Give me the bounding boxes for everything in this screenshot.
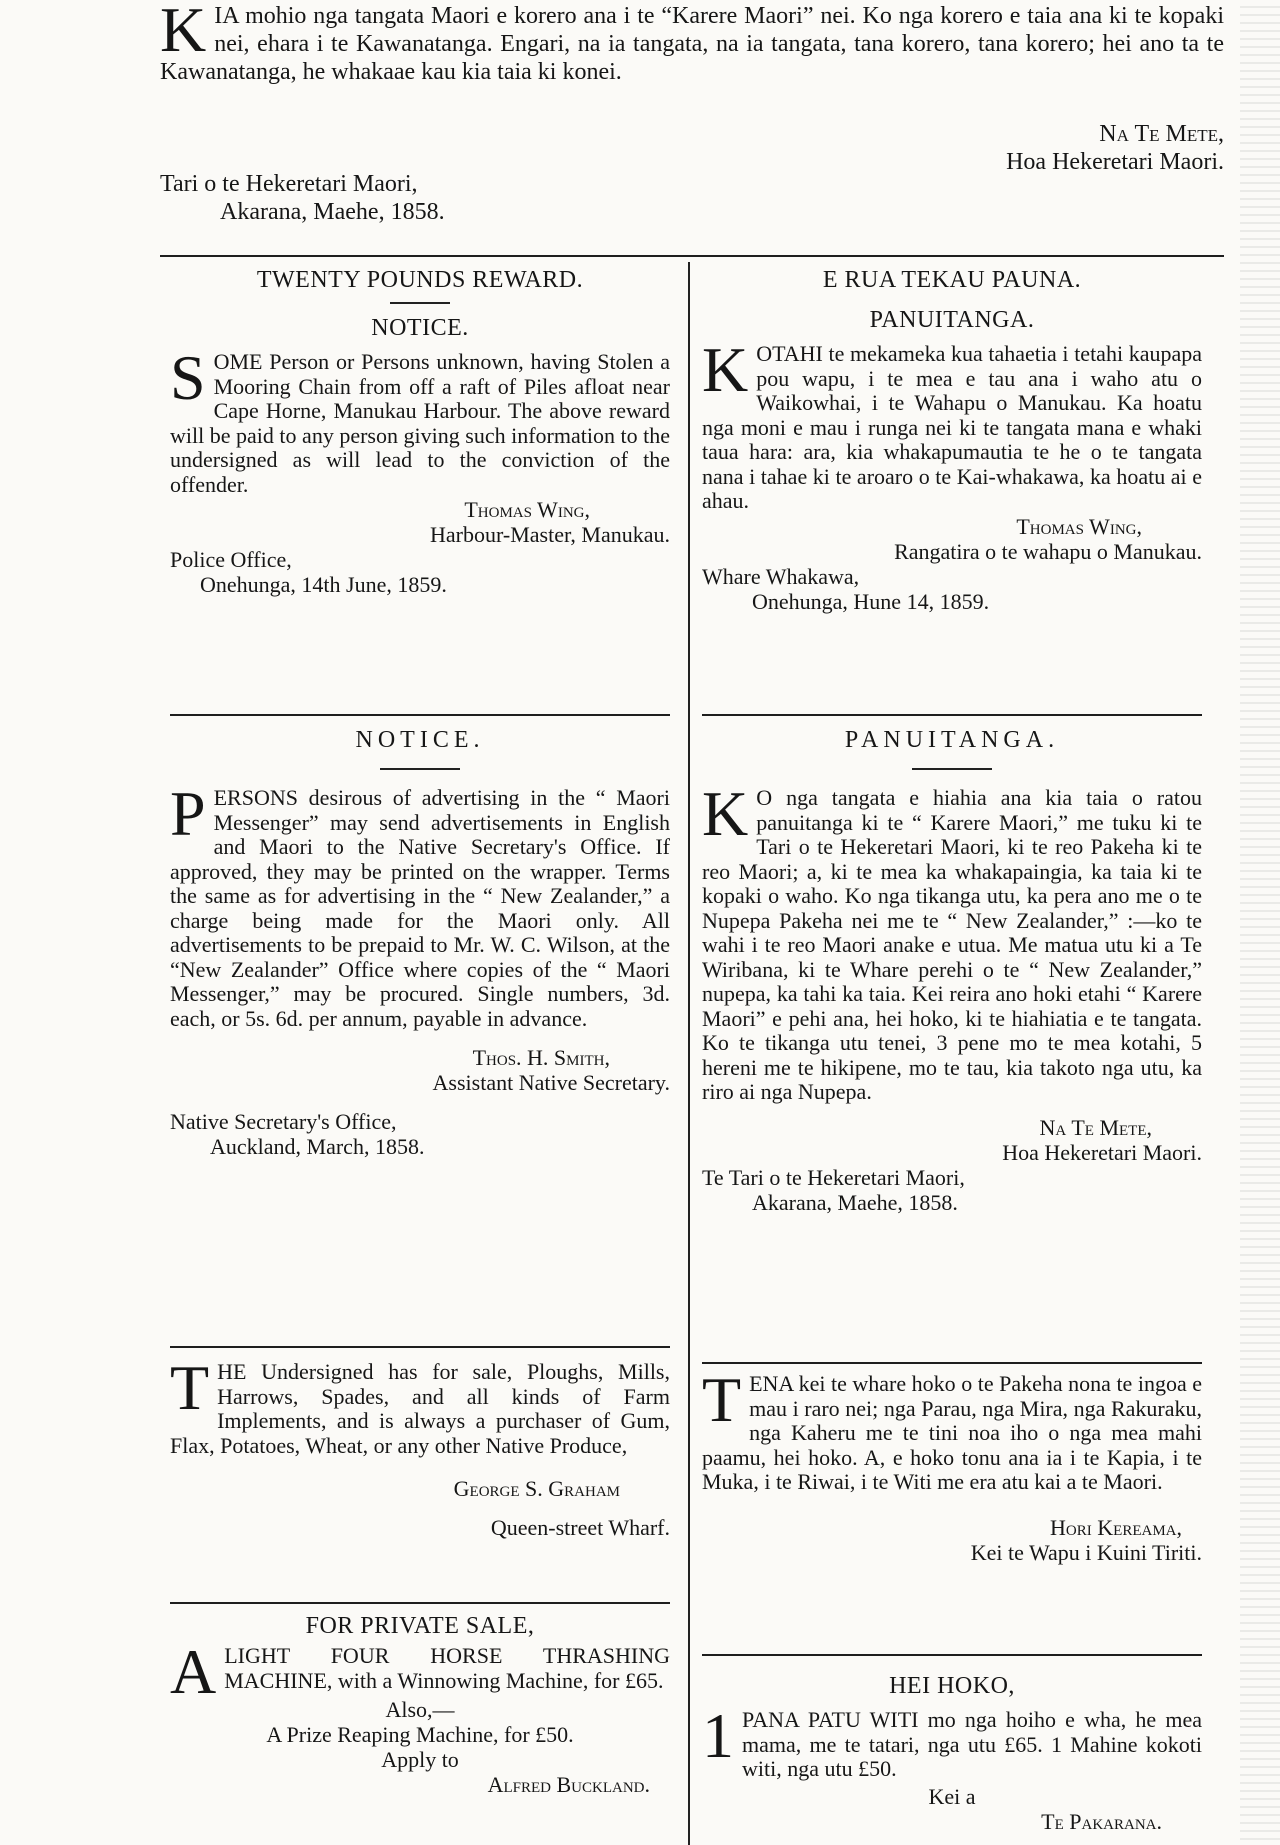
graham-body: HE Undersigned has for sale, Ploughs, Mills, Harrows, Spades, and all kinds of Farm Implements, and is always a purchaser of Gum, Flax, Potatoes, Wheat, or any other Native Produce,: [170, 1359, 670, 1458]
reward-signer-title: Harbour-Master, Manukau.: [430, 522, 670, 547]
reward-body: OME Person or Persons unknown, having Stolen a Mooring Chain from off a raft of Piles afloat near Cape Horne, Manukau Harbour. The above reward will be paid to any person giving such information to the undersigned as will lead to the conviction of the offender.: [170, 349, 670, 497]
top-notice: [160, 0, 1224, 225]
panuitanga-signer-title: Hoa Hekeretari Maori.: [1002, 1139, 1202, 1165]
right-column: [702, 266, 1202, 1845]
hei-hoko-kei-a: Kei a: [928, 1783, 976, 1809]
drop-cap: K: [702, 334, 749, 405]
newspaper-page: [160, 0, 1224, 1845]
section-divider: [702, 1654, 1202, 1656]
advertising-notice-maori: [702, 726, 1202, 1215]
drop-cap: P: [170, 778, 206, 849]
reward-notice-english: [170, 266, 670, 597]
top-notice-signature-name: Na Te Mete,: [1099, 121, 1224, 147]
panuitanga-heading: PANUITANGA.: [844, 727, 1060, 753]
private-sale-signer-name: Alfred Buckland.: [487, 1772, 650, 1797]
drop-cap: K: [702, 778, 749, 849]
panuitanga-signer-name: Na Te Mete,: [1039, 1114, 1152, 1140]
section-divider: [702, 1362, 1202, 1364]
for-sale-advertisement-maori: [702, 1672, 1202, 1834]
top-notice-address-line1: Tari o te Hekeretari Maori,: [160, 171, 418, 197]
reward-maori-body-text: [702, 334, 1202, 514]
panuitanga-place-line2: Akarana, Maehe, 1858.: [752, 1189, 958, 1215]
panuitanga-body: O nga tangata e hiahia ana kia taia o ratou panuitanga ki te “ Karere Maori,” me tuku ki te Tari o te Hekeretari Maori, ki te reo Pakeha ki te reo Maori; a, ki te mea ka whakapaingia, ka taia ki te kopaki o waho. Ko nga tikanga utu, ka pera ano me o te Nupepa Pakeha nei me te “ New Zealander,” :—ko te wahi i te reo Maori anake e utua. Me matua utu ki a Te Wiribana, ki te Whare perehi o te “ New Zealander,” nupepa, ka tahi ka taia. Kei reira ano hoki etahi “ Karere Maori” e pehi ana, hei hoko, ki te hiahiatia e te tangata. Ko te tikanga utu tenei, 3 pene mo te mea kotahi, 5 hereni me te hikipene, mo te tau, kia takoto nga utu, ka riro ai nga Nupepa.: [702, 785, 1202, 1104]
hei-hoko-signer-name: Te Pakarana.: [1041, 1808, 1162, 1834]
graham-body-text: [170, 1352, 670, 1458]
section-divider: [702, 714, 1202, 716]
reward-maori-signer-name: Thomas Wing,: [1016, 513, 1142, 539]
advertising-signer-name: Thos. H. Smith,: [472, 1045, 610, 1070]
reward-place-line1: Police Office,: [170, 547, 292, 572]
page-edge-texture: [1240, 0, 1280, 1845]
kereama-signer-place: Kei te Wapu i Kuini Tiriti.: [970, 1539, 1202, 1565]
hei-hoko-body: PANA PATU WITI mo nga hoiho e wha, he mea mama, me te tatari, nga utu £65. 1 Mahine kokoti witi, nga utu £50.: [742, 1707, 1202, 1781]
left-column: [170, 266, 670, 1845]
reward-signer-name: Thomas Wing,: [464, 497, 590, 522]
kereama-body: ENA kei te whare hoko o te Pakeha nona te ingoa e mau i raro nei; nga Parau, nga Mira, nga Rakuraku, nga Kaheru me te tini noa iho o nga mea mahi paamu, hei hoko. A, e hoko tonu ana ia i te Kapia, i te Muka, i te Riwai, i te Witi me era atu kai a te Maori.: [702, 1371, 1202, 1494]
short-rule: [380, 768, 460, 770]
kereama-signer-name: Hori Kereama,: [1050, 1514, 1182, 1540]
reward-place-line2: Onehunga, 14th June, 1859.: [200, 572, 447, 597]
short-rule: [390, 302, 450, 304]
graham-signer-name: George S. Graham: [453, 1476, 620, 1501]
section-divider: [170, 1346, 670, 1348]
drop-cap: S: [170, 342, 206, 413]
drop-cap: T: [170, 1352, 210, 1423]
graham-signer-place: Queen-street Wharf.: [490, 1515, 670, 1540]
drop-cap: A: [170, 1636, 217, 1707]
advertising-place-line2: Auckland, March, 1858.: [210, 1134, 425, 1159]
reward-heading-maori: E RUA TEKAU PAUNA.: [822, 267, 1082, 293]
drop-cap: K: [160, 0, 207, 65]
kereama-advertisement: [702, 1364, 1202, 1565]
drop-cap: T: [702, 1364, 742, 1435]
reward-subheading-maori: PANUITANGA.: [869, 307, 1035, 333]
notice-heading: NOTICE.: [355, 727, 485, 753]
hei-hoko-body-text: [702, 1700, 1202, 1782]
private-sale-item2: A Prize Reaping Machine, for £50.: [266, 1722, 574, 1747]
reward-maori-body: OTAHI te mekameka kua tahaetia i tetahi kaupapa pou wapu, i te mea e tau ana i waho atu o Waikowhai, i te Wahapu o Manukau. Ka hoatu nga moni e mau i runga nei ki te tangata mana e whaki taua hara: ara, kia whakapumautia te he o te tangata nana i tahae ki te aroaro o te Kai-whakawa, ka hoatu ai e ahau.: [702, 341, 1202, 513]
reward-notice-maori: [702, 266, 1202, 614]
advertising-signer-title: Assistant Native Secretary.: [432, 1070, 670, 1095]
private-sale-body-text: [170, 1636, 670, 1707]
panuitanga-body-text: [702, 778, 1202, 1105]
top-notice-text: [160, 2, 1224, 86]
reward-maori-place-line1: Whare Whakawa,: [702, 563, 860, 589]
private-sale-body: LIGHT FOUR HORSE THRASHING MACHINE, with a Winnowing Machine, for £65.: [224, 1643, 670, 1693]
hei-hoko-heading: HEI HOKO,: [889, 1673, 1015, 1699]
reward-subheading: NOTICE.: [371, 315, 469, 341]
advertising-place-line1: Native Secretary's Office,: [170, 1109, 397, 1134]
kereama-body-text: [702, 1364, 1202, 1495]
short-rule: [912, 768, 992, 770]
drop-cap: 1: [702, 1700, 734, 1771]
advertising-body-text: [170, 778, 670, 1031]
section-divider: [170, 714, 670, 716]
top-notice-body: IA mohio nga tangata Maori e korero ana i te “Karere Maori” nei. Ko nga korero e taia ana ki te kopaki nei, ehara i te Kawanatanga. Engari, na ia tangata, na ia tangata, tana korero, tana korero; hei ano ta te Kawanatanga, he whakaae kau kia taia ki konei.: [160, 3, 1224, 85]
column-divider: [688, 262, 690, 1845]
panuitanga-place-line1: Te Tari o te Hekeretari Maori,: [702, 1164, 965, 1190]
private-sale-apply: Apply to: [381, 1747, 459, 1772]
graham-advertisement: [170, 1352, 670, 1540]
section-divider: [160, 255, 1224, 257]
reward-maori-signer-title: Rangatira o te wahapu o Manukau.: [894, 538, 1202, 564]
reward-heading: TWENTY POUNDS REWARD.: [256, 267, 584, 293]
private-sale-advertisement: [170, 1612, 670, 1797]
reward-maori-place-line2: Onehunga, Hune 14, 1859.: [752, 588, 990, 614]
reward-body-text: [170, 342, 670, 497]
advertising-body: ERSONS desirous of advertising in the “ Maori Messenger” may send advertisements in English and Maori to the Native Secretary's Office. If approved, they may be printed on the wrapper. Terms the same as for advertising in the “ New Zealander,” a charge being made for the Maori only. All advertisements to be prepaid to Mr. W. C. Wilson, at the “New Zealander” Office where copies of the “ Maori Messenger,” may be procured. Single numbers, 3d. each, or 5s. 6d. per annum, payable in advance.: [170, 785, 670, 1031]
private-sale-heading: FOR PRIVATE SALE,: [305, 1613, 535, 1639]
top-notice-signature-title: Hoa Hekeretari Maori.: [1006, 149, 1224, 175]
section-divider: [170, 1602, 670, 1604]
private-sale-also: Also,—: [385, 1697, 455, 1722]
advertising-notice-english: [170, 726, 670, 1159]
top-notice-address-line2: Akarana, Maehe, 1858.: [220, 199, 445, 225]
